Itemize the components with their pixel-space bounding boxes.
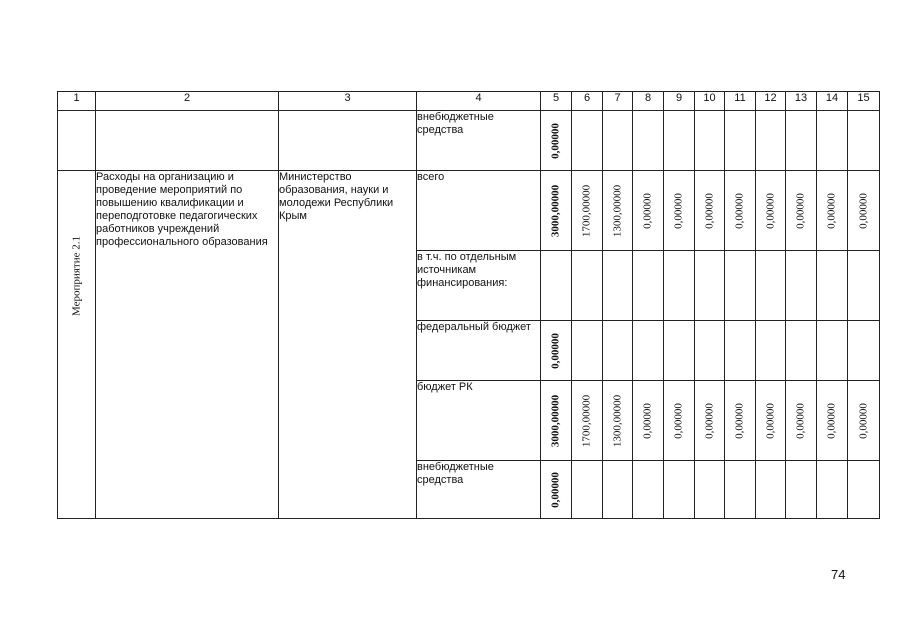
funding-source: федеральный бюджет (417, 321, 541, 381)
empty-cell (58, 111, 96, 171)
value-cell (786, 461, 817, 519)
page-number: 74 (831, 567, 846, 582)
value-cell (572, 171, 603, 251)
header-cell: 9 (664, 92, 695, 111)
funding-source: всего (417, 171, 541, 251)
value-cell (603, 381, 633, 461)
header-cell: 8 (633, 92, 664, 111)
value-text: 1700,00000 (580, 184, 593, 237)
measure-code-cell (58, 171, 96, 519)
value-cell (603, 251, 633, 321)
header-cell: 15 (848, 92, 880, 111)
value-cell (664, 251, 695, 321)
header-cell: 3 (279, 92, 417, 111)
value-cell (633, 381, 664, 461)
value-cell (664, 381, 695, 461)
value-cell (756, 381, 786, 461)
value-cell (633, 461, 664, 519)
value-cell (541, 321, 572, 381)
value-cell (541, 381, 572, 461)
empty-cell (279, 111, 417, 171)
value-text: 1700,00000 (580, 394, 593, 447)
empty-cell (96, 111, 279, 171)
value-cell (725, 251, 756, 321)
value-text: 0,00000 (825, 192, 838, 229)
value-cell (725, 461, 756, 519)
header-cell: 12 (756, 92, 786, 111)
value-cell (572, 251, 603, 321)
value-text: 0,00000 (549, 122, 562, 159)
value-cell (633, 251, 664, 321)
value-cell (817, 171, 848, 251)
value-cell (695, 171, 725, 251)
header-cell: 5 (541, 92, 572, 111)
value-text: 3000,00000 (549, 394, 562, 447)
header-cell: 6 (572, 92, 603, 111)
continuation-row (58, 111, 880, 171)
value-cell (817, 461, 848, 519)
value-text: 0,00000 (764, 192, 776, 229)
value-cell (572, 321, 603, 381)
value-cell (695, 251, 725, 321)
value-cell (633, 321, 664, 381)
measure-code: Мероприятие 2.1 (70, 236, 82, 316)
measure-row (58, 171, 880, 251)
funding-source: в т.ч. по отдельным источникам финансирования: (417, 251, 541, 321)
value-text: 0,00000 (857, 192, 869, 229)
value-text: 0,00000 (764, 402, 776, 439)
budget-table (57, 91, 880, 519)
value-cell (695, 381, 725, 461)
value-text: 1300,00000 (611, 394, 623, 447)
value-cell (664, 321, 695, 381)
value-text: 0,00000 (672, 192, 685, 229)
value-text: 0,00000 (825, 402, 838, 439)
value-cell (786, 321, 817, 381)
value-cell (725, 321, 756, 381)
value-cell (572, 461, 603, 519)
value-cell (817, 251, 848, 321)
value-cell (603, 171, 633, 251)
header-cell: 1 (58, 92, 96, 111)
measure-executor: Министерство образования, науки и молодежи Республики Крым (279, 171, 417, 519)
value-text: 0,00000 (857, 402, 869, 439)
value-cell (541, 251, 572, 321)
value-cell (756, 321, 786, 381)
value-cell (756, 171, 786, 251)
header-cell: 14 (817, 92, 848, 111)
value-cell (603, 321, 633, 381)
value-text: 0,00000 (641, 192, 654, 229)
header-cell: 7 (603, 92, 633, 111)
value-cell (848, 461, 880, 519)
header-cell: 13 (786, 92, 817, 111)
value-cell (786, 171, 817, 251)
header-cell: 4 (417, 92, 541, 111)
header-cell: 10 (695, 92, 725, 111)
value-cell (756, 461, 786, 519)
funding-source: бюджет РК (417, 381, 541, 461)
header-row (58, 92, 880, 111)
header-cell: 2 (96, 92, 279, 111)
value-cell (664, 171, 695, 251)
value-text: 0,00000 (733, 192, 746, 229)
value-text: 0,00000 (703, 402, 715, 439)
value-text: 0,00000 (641, 402, 654, 439)
value-cell (541, 171, 572, 251)
value-text: 0,00000 (703, 192, 715, 229)
measure-body (58, 171, 880, 519)
value-text: 0,00000 (549, 471, 562, 508)
value-text: 0,00000 (733, 402, 746, 439)
value-text: 0,00000 (549, 332, 562, 369)
value-text: 0,00000 (794, 192, 807, 229)
value-text: 3000,00000 (549, 184, 562, 237)
funding-source: внебюджетные средства (417, 461, 541, 519)
value-cell (848, 321, 880, 381)
value-cell (725, 171, 756, 251)
value-cell (541, 111, 572, 171)
measure-description: Расходы на организацию и проведение мероприятий по повышению квалификации и переподготовке педагогических работников учреждений профессионального образования (96, 171, 279, 519)
value-cell (664, 461, 695, 519)
value-cell (695, 321, 725, 381)
value-cell (786, 251, 817, 321)
value-text: 0,00000 (672, 402, 685, 439)
value-cell (817, 381, 848, 461)
value-cell (817, 321, 848, 381)
value-cell (756, 251, 786, 321)
value-text: 0,00000 (794, 402, 807, 439)
value-cell (848, 251, 880, 321)
value-cell (633, 171, 664, 251)
value-cell (603, 461, 633, 519)
header-cell: 11 (725, 92, 756, 111)
funding-source: внебюджетные средства (417, 111, 541, 171)
value-cell (572, 381, 603, 461)
value-cell (848, 171, 880, 251)
value-text: 1300,00000 (611, 184, 623, 237)
value-cell (848, 381, 880, 461)
value-cell (786, 381, 817, 461)
value-cell (541, 461, 572, 519)
value-cell (725, 381, 756, 461)
value-cell (695, 461, 725, 519)
